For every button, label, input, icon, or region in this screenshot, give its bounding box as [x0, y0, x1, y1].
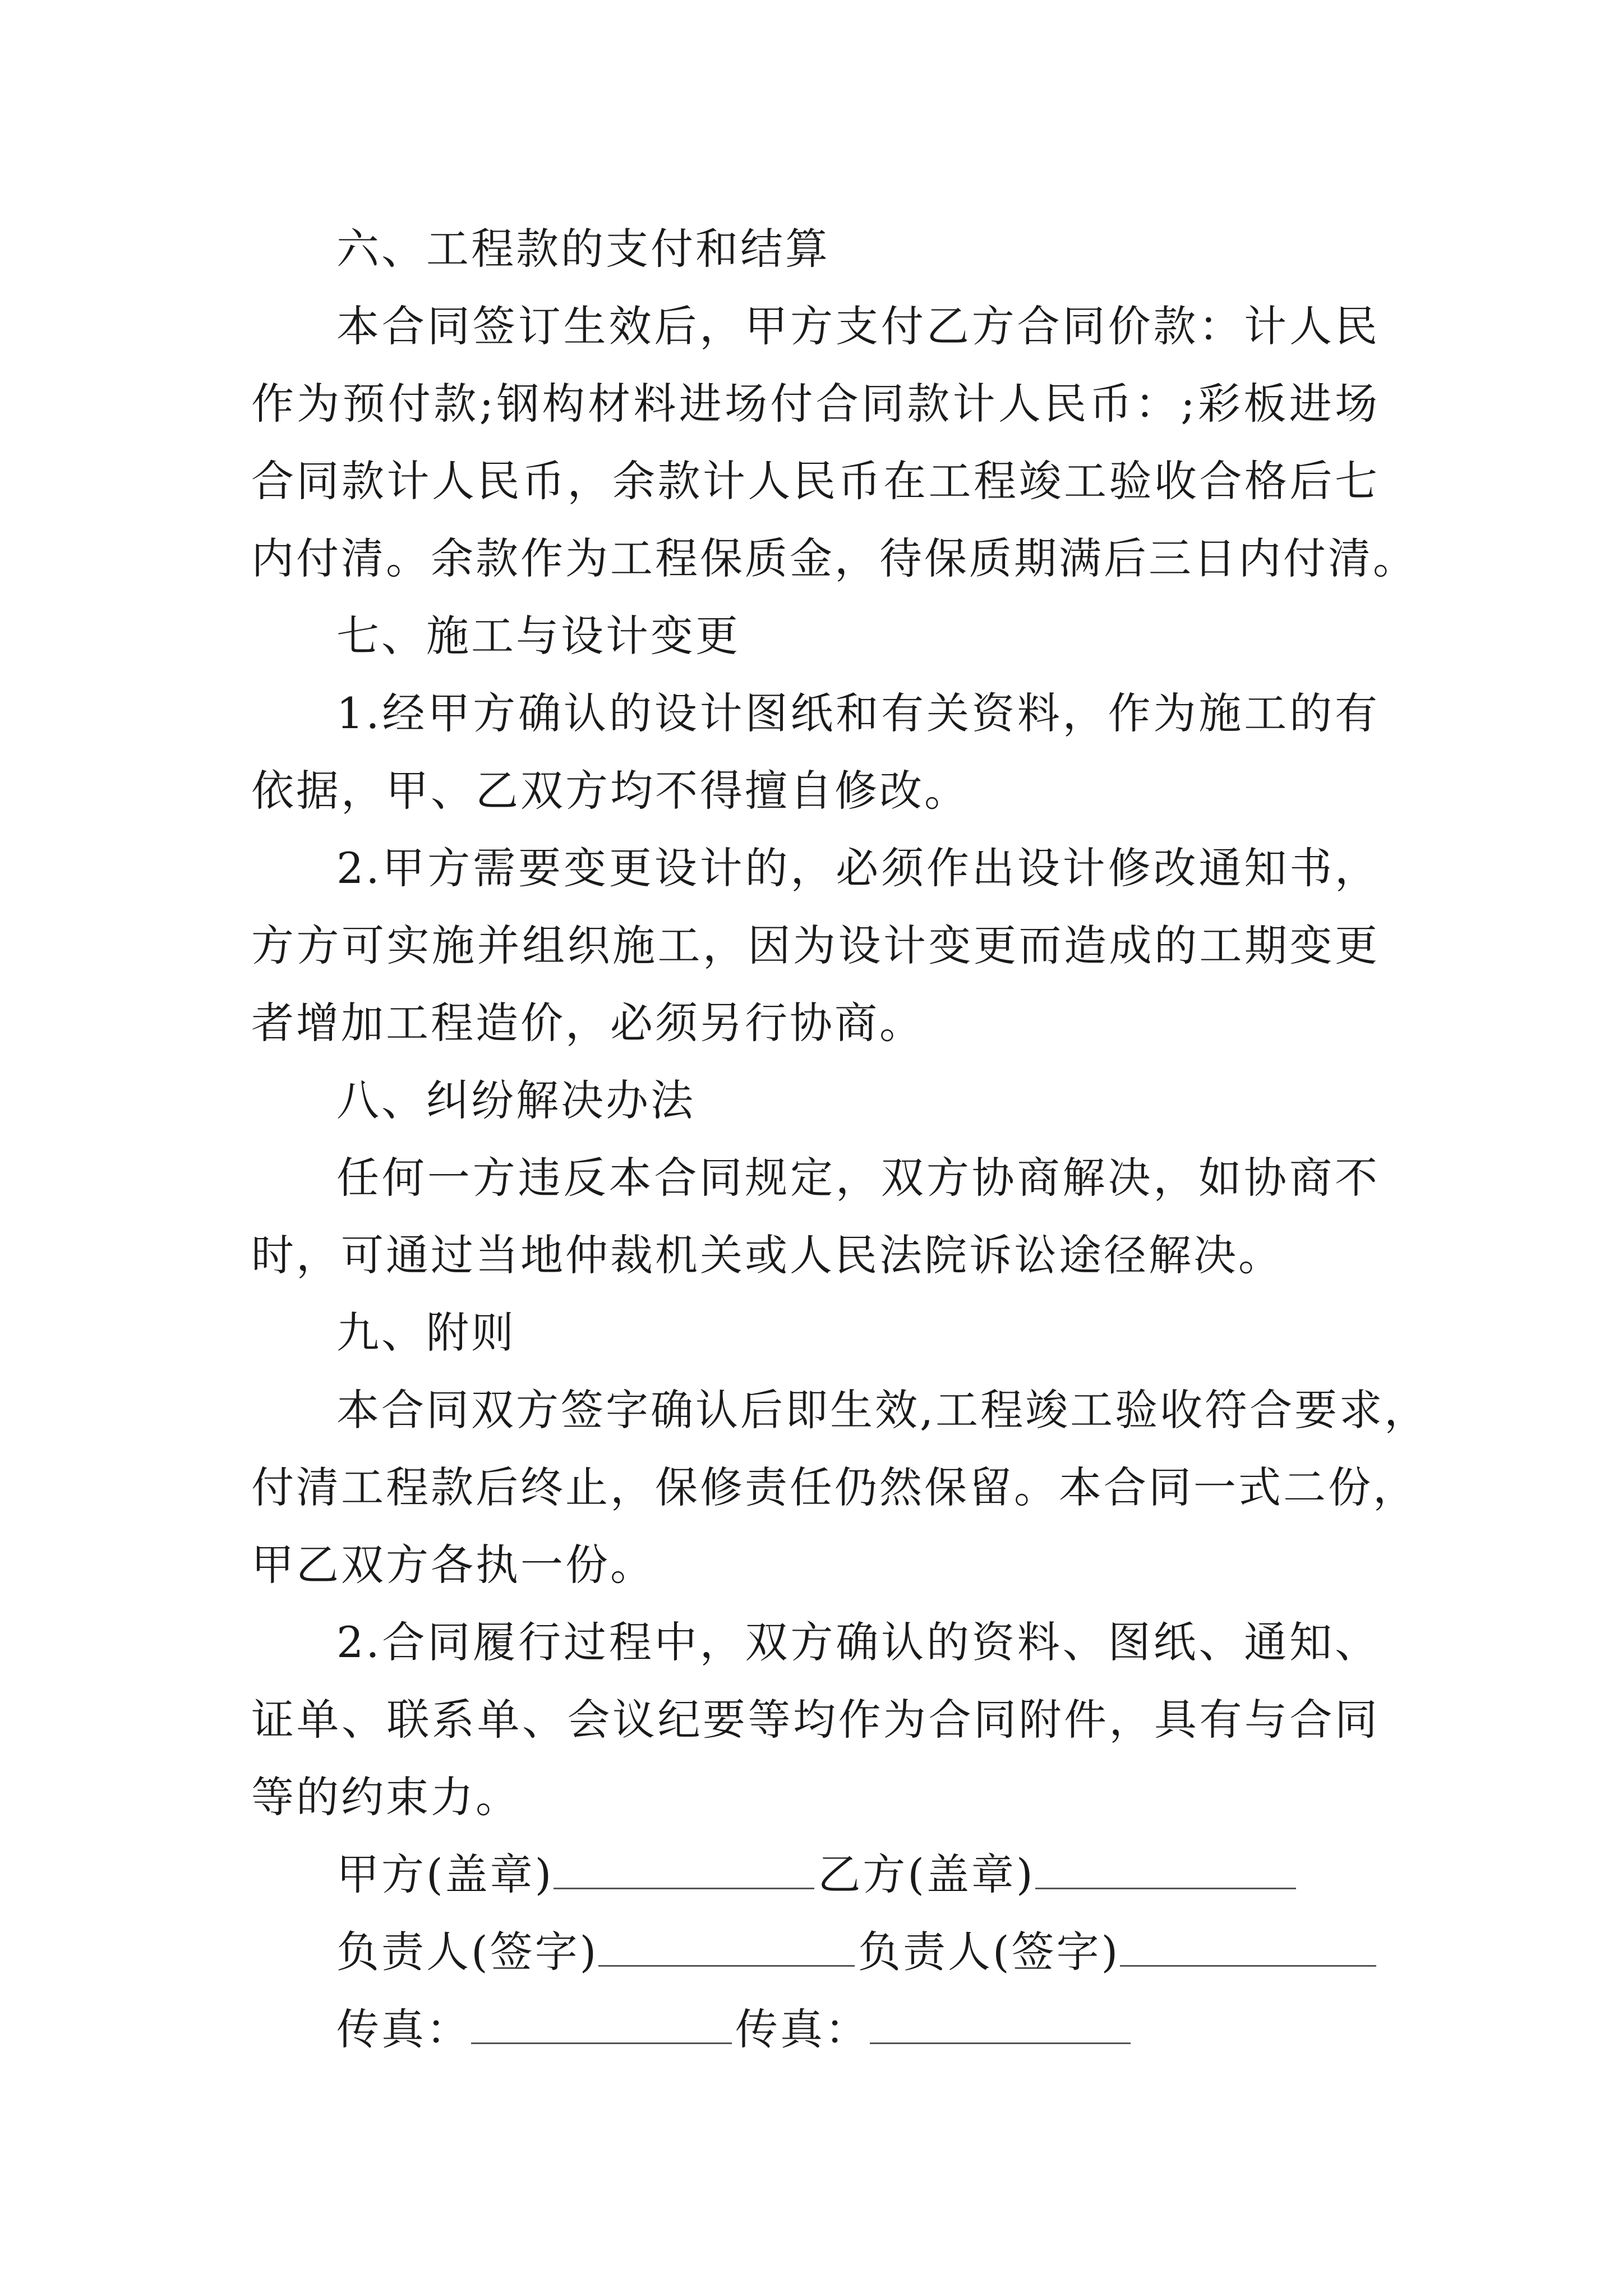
- signature-row-fax: [251, 1991, 1380, 2068]
- party-a-fax-blank[interactable]: [471, 2009, 732, 2044]
- party-b-fax-label: 传真：: [735, 2004, 870, 2054]
- signature-row-person: [251, 1913, 1380, 1991]
- section-heading-design-change: 七、施工与设计变更: [336, 611, 740, 661]
- paragraph-line: 合同款计人民币，余款计人民币在工程竣工验收合格后七: [251, 456, 1380, 506]
- party-a-person-blank[interactable]: [598, 1931, 855, 1967]
- paragraph-line: 任何一方违反本合同规定，双方协商解决，如协商不: [336, 1153, 1380, 1203]
- paragraph-line: 1.经甲方确认的设计图纸和有关资料，作为施工的有: [336, 688, 1380, 738]
- paragraph-line: 甲乙双方各执一份。: [251, 1540, 655, 1590]
- party-b-seal-label: 乙方(盖章): [818, 1849, 1035, 1899]
- paragraph-line: 方方可实施并组织施工，因为设计变更而造成的工期变更: [251, 921, 1380, 970]
- paragraph-line: 等的约束力。: [251, 1772, 520, 1822]
- party-a-person-label: 负责人(签字): [336, 1927, 599, 1977]
- party-a-seal-blank[interactable]: [554, 1854, 814, 1889]
- paragraph-line: 2.合同履行过程中，双方确认的资料、图纸、通知、: [336, 1617, 1380, 1667]
- party-b-fax-blank[interactable]: [870, 2009, 1131, 2044]
- paragraph-line: 作为预付款;钢构材料进场付合同款计人民币：;彩板进场: [251, 379, 1380, 429]
- paragraph-line: 付清工程款后终止，保修责任仍然保留。本合同一式二份，: [251, 1462, 1418, 1512]
- paragraph-line: 证单、联系单、会议纪要等均作为合同附件，具有与合同: [251, 1695, 1380, 1745]
- party-a-seal-label: 甲方(盖章): [336, 1849, 554, 1899]
- paragraph-line: 本合同签订生效后，甲方支付乙方合同价款：计人民: [336, 301, 1380, 351]
- party-b-person-label: 负责人(签字): [858, 1927, 1121, 1977]
- party-b-person-blank[interactable]: [1120, 1931, 1376, 1967]
- section-heading-payment: 六、工程款的支付和结算: [336, 224, 830, 274]
- paragraph-line: 本合同双方签字确认后即生效,工程竣工验收符合要求，: [336, 1385, 1430, 1435]
- paragraph-line: 依据，甲、乙双方均不得擅自修改。: [251, 766, 969, 816]
- paragraph-line: 内付清。余款作为工程保质金，待保质期满后三日内付清。: [251, 533, 1418, 583]
- paragraph-line: 时，可通过当地仲裁机关或人民法院诉讼途径解决。: [251, 1230, 1283, 1280]
- contract-page: [251, 210, 1430, 2068]
- signature-row-seal: [251, 1836, 1380, 1913]
- party-b-seal-blank[interactable]: [1035, 1854, 1296, 1889]
- section-heading-dispute: 八、纠纷解决办法: [336, 1075, 695, 1125]
- paragraph-line: 2.甲方需要变更设计的，必须作出设计修改通知书，: [336, 843, 1380, 893]
- paragraph-line: 者增加工程造价，必须另行协商。: [251, 998, 924, 1048]
- section-heading-appendix: 九、附则: [336, 1308, 516, 1358]
- party-a-fax-label: 传真：: [336, 2004, 471, 2054]
